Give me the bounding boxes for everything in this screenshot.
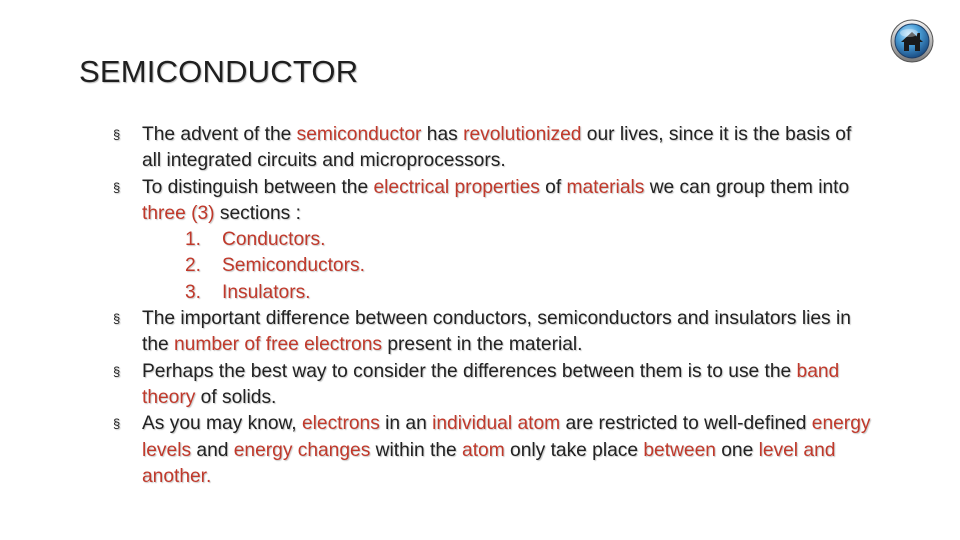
bullet-text [142, 413, 870, 487]
numbered-list-item [185, 227, 872, 253]
bullet-text [142, 124, 851, 171]
highlighted-term: number of free electrons [174, 334, 382, 356]
home-icon [890, 19, 934, 63]
highlighted-term: semiconductor [296, 124, 422, 145]
bullet-item [112, 411, 872, 490]
list-number: 1. [185, 229, 202, 251]
home-button[interactable] [890, 19, 934, 63]
bullet-item [112, 122, 872, 175]
highlighted-term: energy changes [233, 439, 371, 461]
text-segment: in an [379, 413, 433, 435]
text-segment: one [715, 439, 759, 461]
bullet-list [112, 122, 872, 490]
text-segment: our lives, since it is the basis of all integrated circuits and microprocessors. [142, 124, 852, 172]
bullet-marker: § [113, 363, 121, 379]
bullet-item [112, 175, 872, 228]
bullet-item [112, 359, 872, 412]
text-segment: The important difference between conductors, semiconductors and insulators lies in the [142, 308, 851, 356]
highlighted-term: band theory [142, 360, 840, 408]
list-number: 3. [185, 281, 202, 303]
slide-title: SEMICONDUCTOR [79, 54, 359, 89]
highlighted-term: materials [566, 176, 645, 198]
bullet-item [112, 306, 872, 359]
numbered-list-item [185, 253, 872, 279]
bullet-marker: § [113, 311, 121, 327]
highlighted-term: energy levels [142, 413, 871, 461]
text-segment: of [539, 176, 567, 198]
text-segment: and [191, 439, 234, 461]
text-segment: we can group them into [644, 176, 850, 198]
highlighted-term: individual atom [432, 413, 561, 435]
text-segment: has [421, 124, 464, 145]
text-segment: are restricted to well-defined [560, 413, 812, 435]
text-segment: To distinguish between the [142, 176, 374, 198]
bullet-text [142, 308, 851, 355]
highlighted-term: between [643, 439, 716, 461]
highlighted-term: electrical properties [373, 176, 540, 198]
highlighted-term: three (3) [142, 202, 215, 224]
list-item-text: Semiconductors. [222, 255, 365, 277]
list-item-text: Insulators. [222, 281, 311, 303]
bullet-marker: § [113, 416, 121, 432]
text-segment: present in the material. [382, 334, 583, 356]
numbered-list [112, 227, 872, 306]
text-segment: only take place [504, 439, 644, 461]
bullet-marker: § [113, 179, 121, 195]
highlighted-term: revolutionized [463, 124, 582, 145]
text-segment: sections : [214, 202, 301, 224]
list-item-text: Conductors. [222, 229, 326, 251]
bullet-text [142, 177, 849, 224]
highlighted-term: level and another. [142, 439, 836, 487]
bullet-text [142, 361, 839, 408]
list-number: 2. [185, 255, 202, 277]
highlighted-term: atom [462, 439, 505, 461]
text-segment: of solids. [195, 386, 277, 408]
text-segment: The advent of the [142, 124, 297, 145]
text-segment: As you may know, [142, 413, 302, 435]
numbered-list-item [185, 280, 872, 306]
bullet-marker: § [113, 127, 121, 142]
text-segment: within the [370, 439, 463, 461]
highlighted-term: electrons [301, 413, 380, 435]
text-segment: Perhaps the best way to consider the differences between them is to use the [142, 360, 797, 382]
